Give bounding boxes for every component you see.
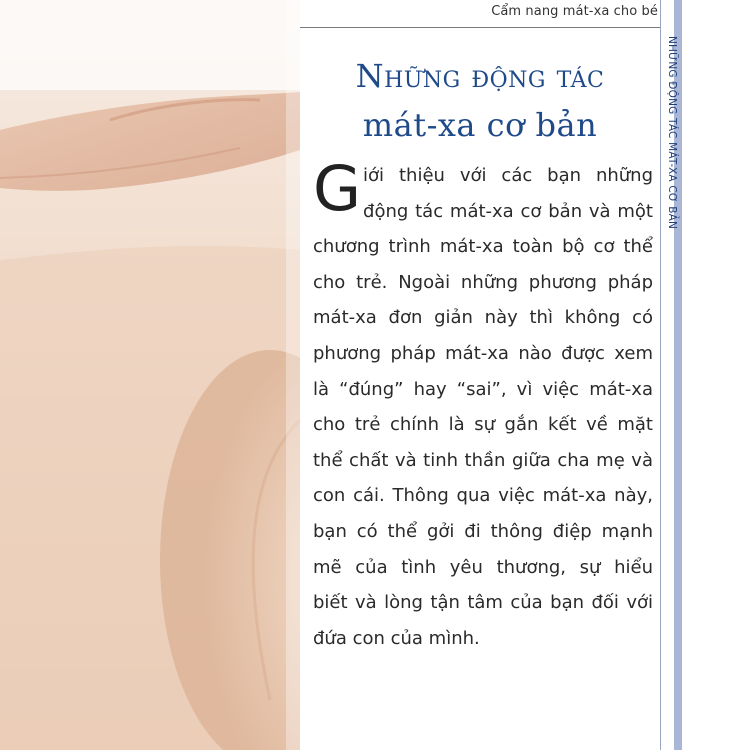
- body-line: đứa con của mình.: [313, 627, 480, 649]
- title-line-1: Những động tác: [355, 57, 605, 95]
- running-header: Cẩm nang mát-xa cho bé: [491, 4, 658, 19]
- photo-illustration: [0, 0, 300, 750]
- body-line: là “đúng” hay “sai”, vì việc mát-xa: [313, 378, 653, 400]
- body-line: biết và lòng tận tâm của bạn đối với: [313, 592, 653, 614]
- body-paragraph: [313, 152, 653, 656]
- section-tab-label: NHỮNG ĐỘNG TÁC MÁT-XA CƠ BẢN: [666, 36, 678, 230]
- body-line: chương trình mát-xa toàn bộ cơ thể: [313, 236, 653, 258]
- body-line: động tác mát-xa cơ bản và một: [363, 200, 653, 222]
- body-line: mẽ của tình yêu thương, sự hiểu: [313, 556, 653, 578]
- title-line-2: mát-xa cơ bản: [362, 106, 598, 144]
- body-line: con cái. Thông qua việc mát-xa này,: [313, 485, 653, 507]
- body-line: iới thiệu với các bạn những: [363, 165, 653, 186]
- body-line: cho trẻ chính là sự gắn kết về mặt: [313, 414, 653, 436]
- drop-cap: G: [313, 152, 362, 225]
- page-title: [300, 52, 660, 150]
- header-divider: [300, 27, 660, 28]
- body-line: phương pháp mát-xa nào được xem: [313, 342, 653, 364]
- body-line: thể chất và tinh thần giữa cha mẹ và: [313, 449, 653, 471]
- body-line: cho trẻ. Ngoài những phương pháp: [313, 271, 653, 293]
- hand-on-baby-photo: [0, 0, 300, 750]
- body-line: bạn có thể gởi đi thông điệp mạnh: [313, 520, 653, 542]
- body-line: mát-xa đơn giản này thì không có: [313, 307, 653, 329]
